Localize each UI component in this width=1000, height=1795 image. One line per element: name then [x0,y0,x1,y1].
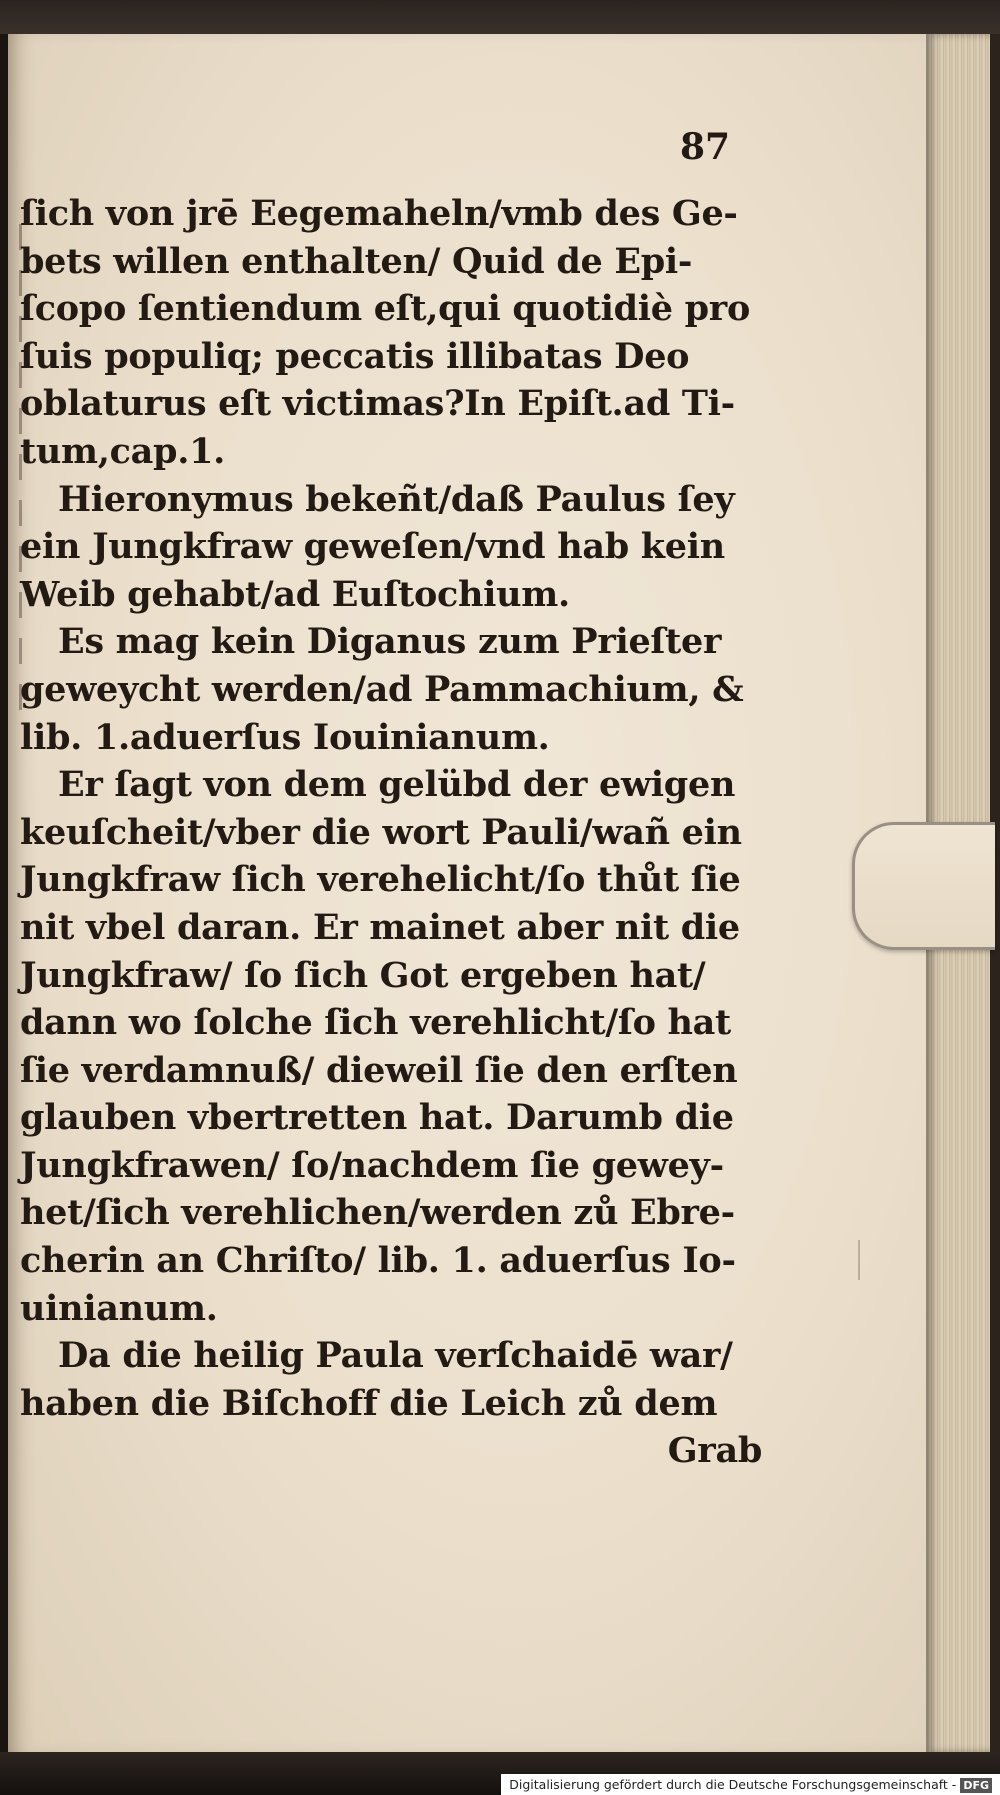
text-line: Weib gehabt/ad Euſtochium. [20,573,570,615]
text-line: ein Jungkfraw geweſen/vnd hab kein [20,526,725,568]
text-line: Jungkfraw/ ſo ſich Got ergeben hat/ [20,954,706,996]
text-line: keuſcheit/vber die wort Pauli/wañ ein [20,811,742,853]
text-line: oblaturus eſt victimas?In Epiſt.ad Ti- [20,383,735,425]
text-line: cherin an Chriſto/ lib. 1. aduerſus Io- [20,1240,736,1282]
text-line: ſie verdamnuß/ dieweil ſie den erſten [20,1049,738,1091]
dfg-logo: DFG [960,1778,992,1793]
credit-text: Digitalisierung gefördert durch die Deutsche Forschungsgemeinschaft - [509,1777,957,1792]
text-line: uinianum. [20,1287,218,1329]
catchword: Grab [667,1430,762,1472]
text-line: Jungkfraw ſich verehelicht/ſo thůt ſie [20,859,741,901]
text-line: dann wo ſolche ſich verehlicht/ſo hat [20,1002,731,1044]
page-number: 87 [680,126,731,168]
text-line: ſuis populiq; peccatis illibatas Deo [20,335,690,377]
text-line: ſcopo ſentiendum eſt,qui quotidiè pro [20,288,750,330]
text-line: glauben vbertretten hat. Darumb die [20,1097,734,1139]
text-line: tum,cap.1. [20,430,226,472]
text-line: het/ſich verehlichen/werden zů Ebre- [20,1192,735,1234]
text-line: lib. 1.aduerſus Iouinianum. [20,716,550,758]
digitization-credit [501,1774,1000,1795]
text-line: ſich von jrē Eegemaheln/vmb des Ge- [20,193,738,234]
text-line: Es mag kein Diganus zum Prieſter [58,621,722,663]
text-line: Er ſagt von dem gelübd der ewigen [58,764,736,806]
text-line: haben die Biſchoff die Leich zů dem [20,1382,718,1424]
text-line: Da die heilig Paula verſchaidē war/ [58,1335,733,1377]
text-block [20,190,762,1475]
top-shadow [0,0,1000,34]
text-line: Hieronymus bekeñt/daß Paulus ſey [58,478,735,520]
text-line: Jungkfrawen/ ſo/nachdem ſie gewey- [20,1144,724,1186]
text-line: nit vbel daran. Er mainet aber nit die [20,906,740,948]
pencil-mark [858,1240,860,1280]
text-line: geweycht werden/ad Pammachium, & [20,668,744,710]
bottom-shadow [0,1752,1000,1795]
bookmark-tab [852,822,995,950]
text-line: bets willen enthalten/ Quid de Epi- [20,240,693,282]
